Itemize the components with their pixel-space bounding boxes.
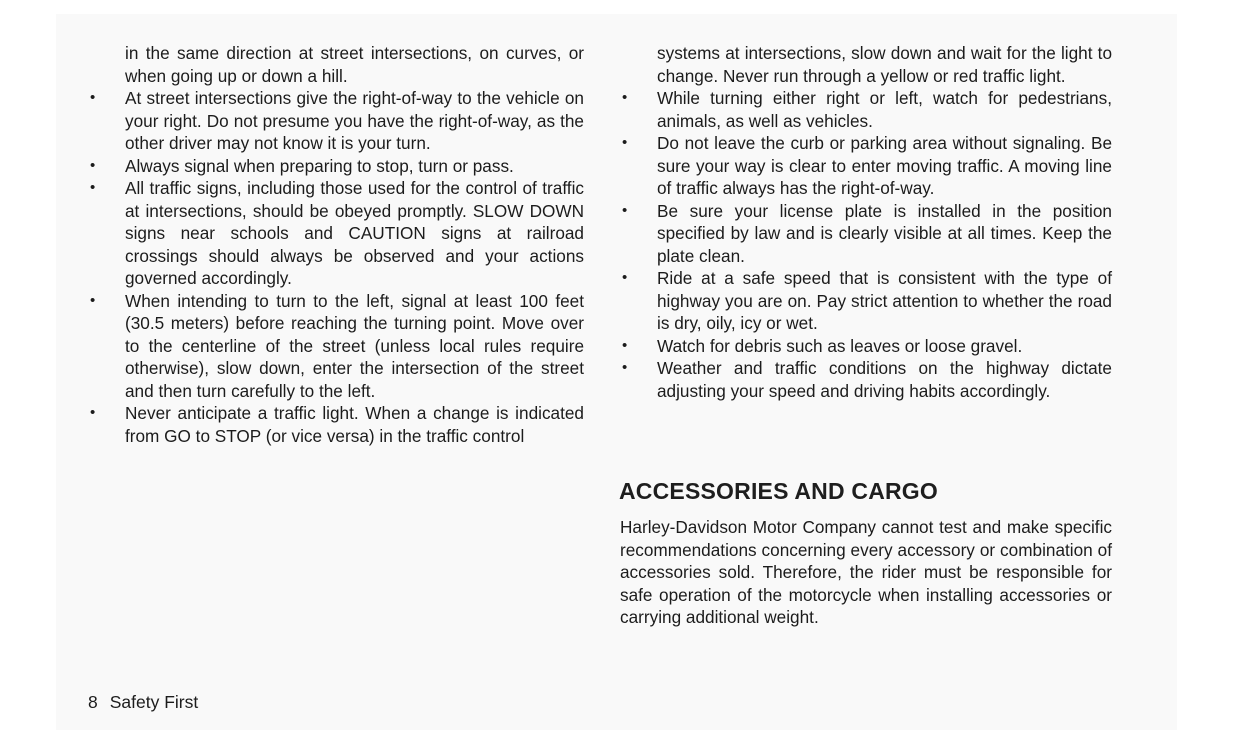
section-body: Harley-Davidson Motor Company cannot test and make specific recommendations concerning every accessory or combination of accessories sold. Therefore, the rider must be responsible for safe operation of the motorcycle when installing accessories or carrying additional weight. [620,517,1112,627]
right-continuation-text: systems at intersections, slow down and wait for the light to change. Never run through a yellow or red traffic light. [657,43,1112,86]
manual-page [56,14,1177,730]
list-item: • At street intersections give the right-of-way to the vehicle on your right. Do not presume you have the right-of-way, as the other driver may not know it is your turn. [125,87,584,155]
list-item: • Weather and traffic conditions on the highway dictate adjusting your speed and driving habits accordingly. [657,357,1112,402]
list-item: • Be sure your license plate is installed in the position specified by law and is clearly visible at all times. Keep the plate clean. [657,200,1112,268]
right-column [657,42,1112,402]
page-number: 8 [88,692,98,712]
list-item: • Always signal when preparing to stop, turn or pass. [125,155,584,178]
footer-section-title: Safety First [109,692,199,712]
list-item: • Do not leave the curb or parking area without signaling. Be sure your way is clear to enter moving traffic. A moving line of traffic always has the right-of-way. [657,132,1112,200]
section-heading: ACCESSORIES AND CARGO [619,478,938,504]
left-column [125,42,584,447]
list-item: • When intending to turn to the left, signal at least 100 feet (30.5 meters) before reaching the turning point. Move over to the centerline of the street (unless local rules require otherwise), slow down, enter the intersection of the street and then turn carefully to the left. [125,290,584,403]
list-item: • Watch for debris such as leaves or loose gravel. [657,335,1112,358]
left-continuation-text: in the same direction at street intersections, on curves, or when going up or down a hill. [125,43,584,86]
list-item: • Never anticipate a traffic light. When a change is indicated from GO to STOP (or vice versa) in the traffic control [125,402,584,447]
list-item: • While turning either right or left, watch for pedestrians, animals, as well as vehicles. [657,87,1112,132]
list-item: • Ride at a safe speed that is consistent with the type of highway you are on. Pay strict attention to whether the road is dry, oily, icy or wet. [657,267,1112,335]
list-item: • All traffic signs, including those used for the control of traffic at intersections, should be obeyed promptly. SLOW DOWN signs near schools and CAUTION signs at railroad crossings should always be observed and your actions governed accordingly. [125,177,584,290]
page-footer [88,692,210,713]
